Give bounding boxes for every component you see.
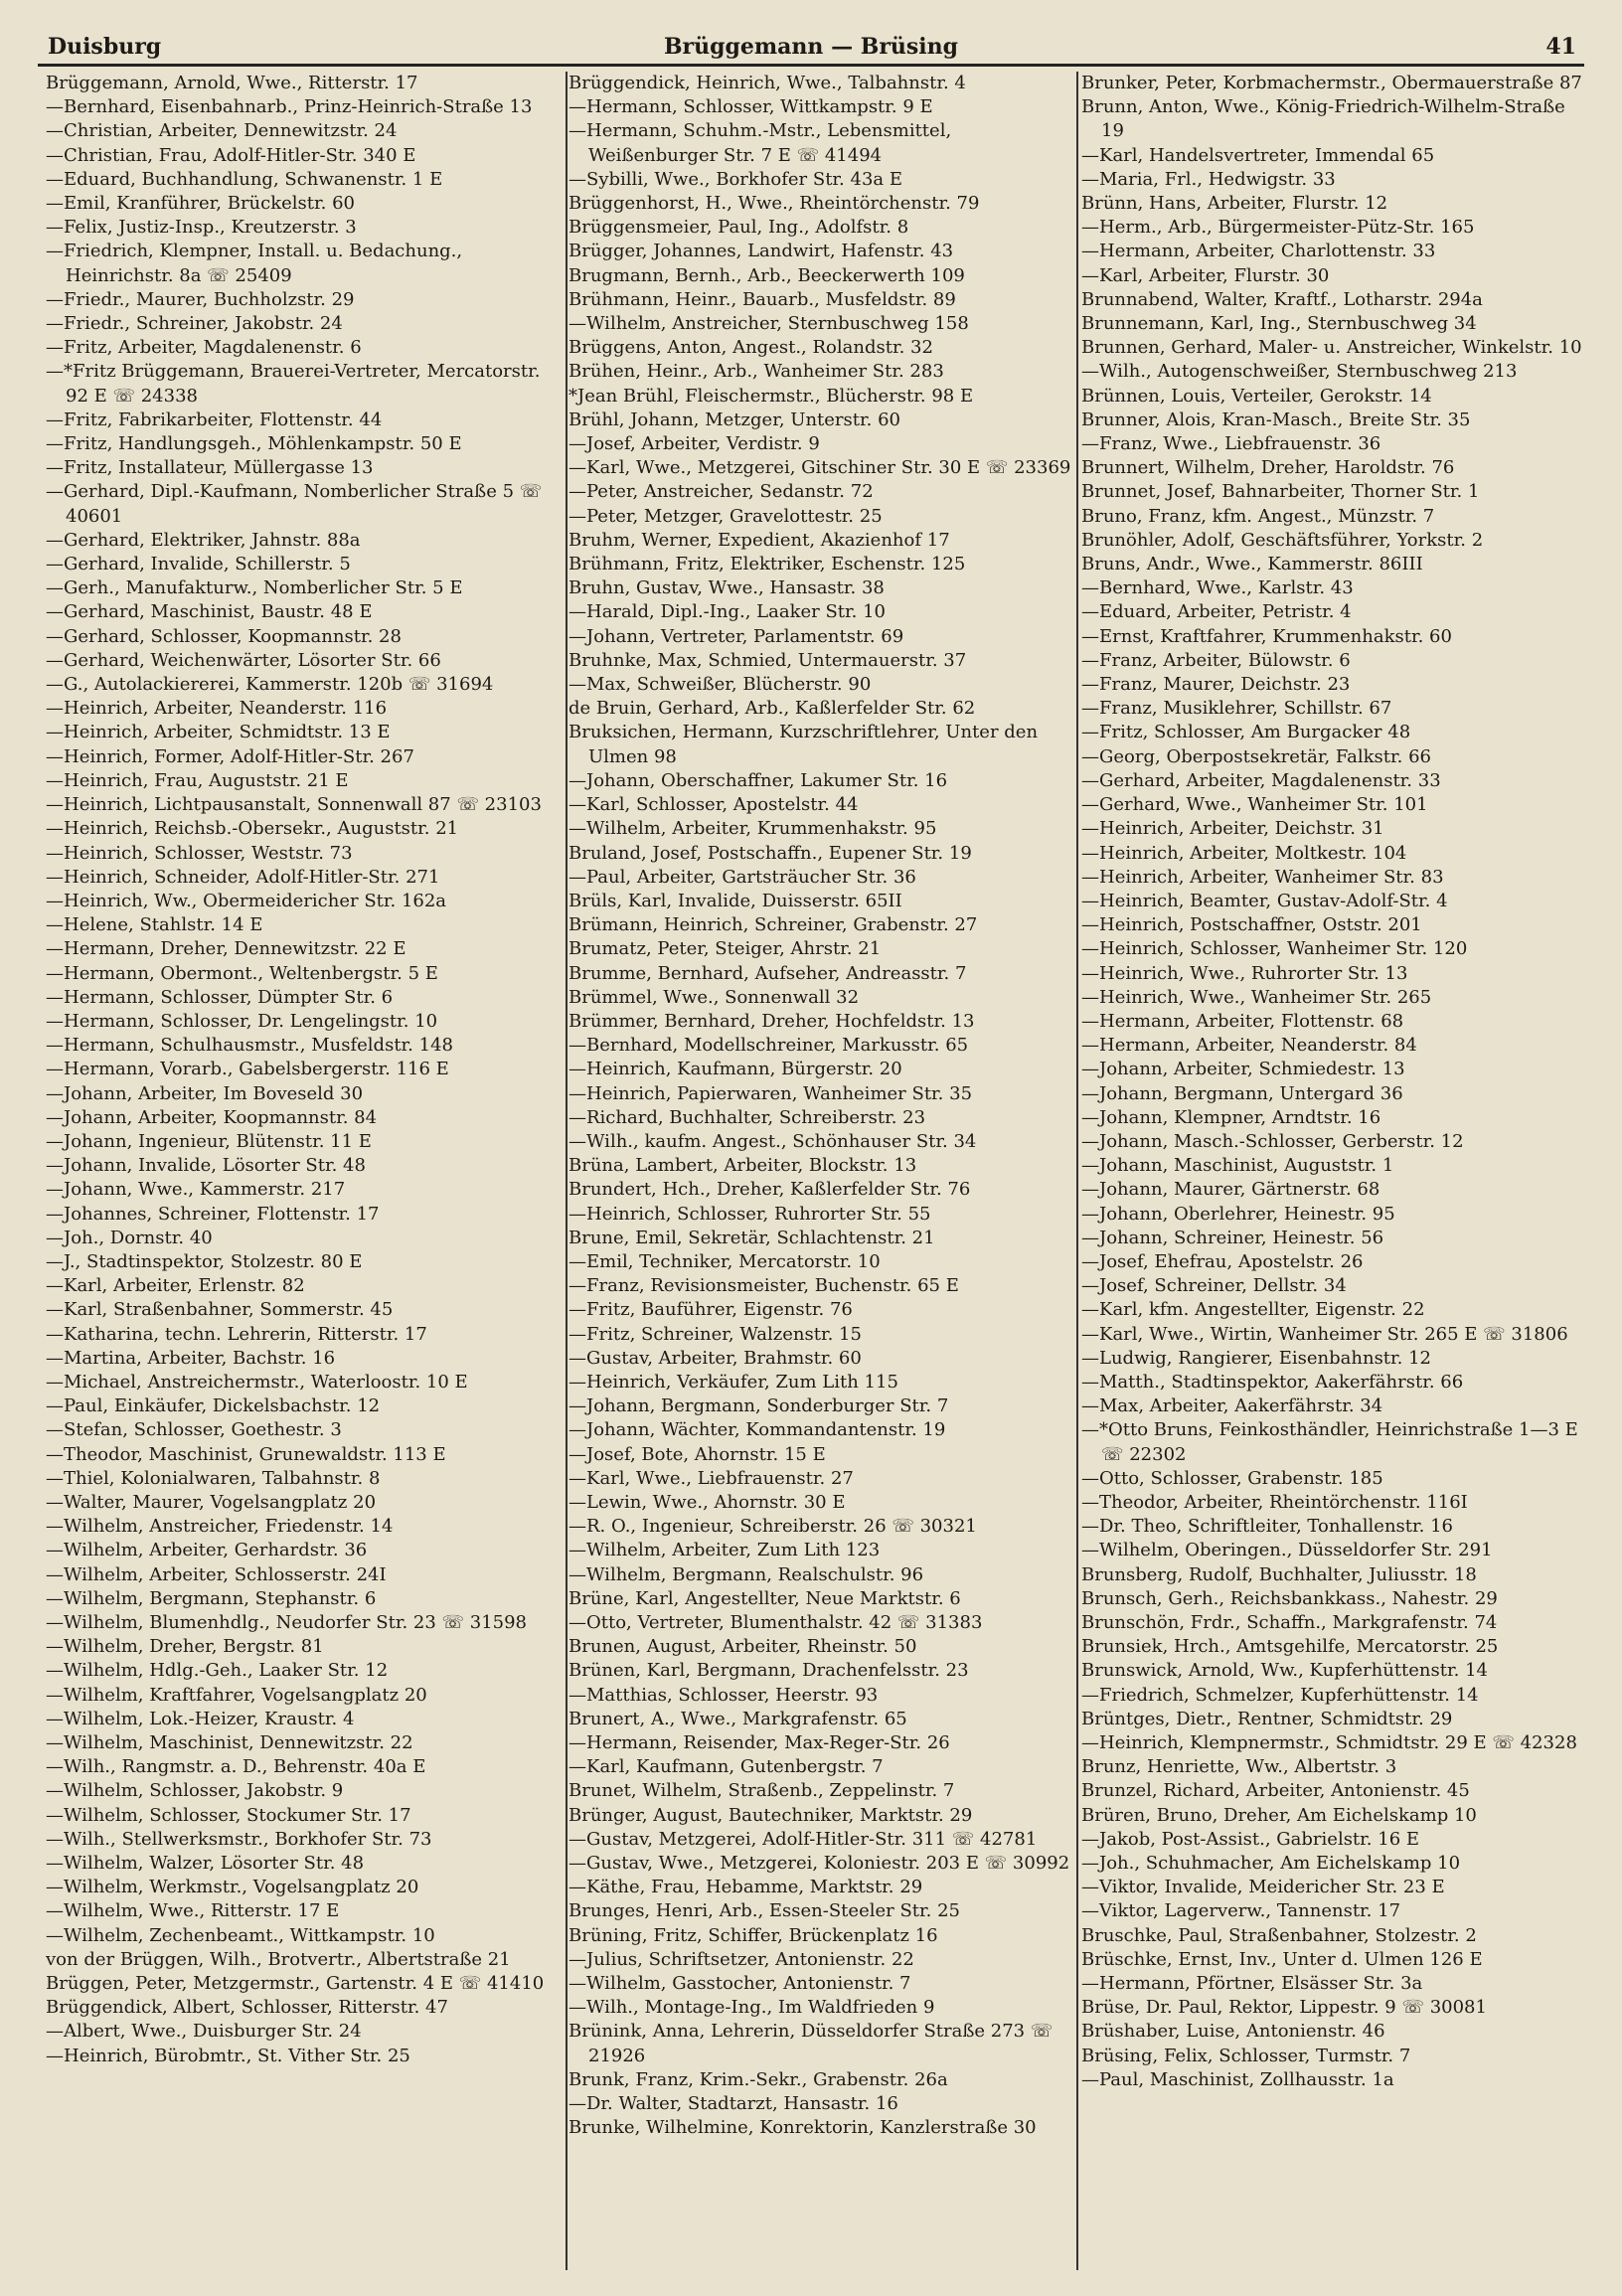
directory-entry: —Christian, Frau, Adolf-Hitler-Str. 340 E <box>46 144 416 166</box>
directory-entry: Brüggenhorst, H., Wwe., Rheintörchenstr. 79 <box>568 193 980 215</box>
directory-entry: —J., Stadtinspektor, Stolzestr. 80 E <box>46 1250 363 1272</box>
directory-entry: Brügger, Johannes, Landwirt, Hafenstr. 43 <box>568 241 954 262</box>
directory-entry: Brunnemann, Karl, Ing., Sternbuschweg 34 <box>1081 313 1477 335</box>
directory-entry: —Karl, Arbeiter, Erlenstr. 82 <box>46 1275 305 1297</box>
directory-entry: Brünink, Anna, Lehrerin, Düsseldorfer Straße 273 ☏ 21926 <box>568 2021 1054 2066</box>
directory-entry: —Fritz, Installateur, Müllergasse 13 <box>46 457 374 479</box>
directory-entry: —Johann, Wwe., Kammerstr. 217 <box>46 1179 346 1201</box>
directory-entry: —Matthias, Schlosser, Heerstr. 93 <box>568 1684 879 1706</box>
directory-entry: —Wilhelm, Zechenbeamt., Wittkampstr. 10 <box>46 1924 435 1946</box>
directory-entry: —Johann, Bergmann, Untergard 36 <box>1081 1082 1403 1104</box>
directory-entry: —Wilhelm, Arbeiter, Schlosserstr. 24I <box>46 1563 387 1585</box>
directory-entry: —Johann, Maschinist, Auguststr. 1 <box>1081 1155 1394 1177</box>
directory-entry: —Julius, Schriftsetzer, Antonienstr. 22 <box>568 1948 914 1970</box>
directory-entry: —G., Autolackiererei, Kammerstr. 120b ☏ 31694 <box>46 674 494 696</box>
directory-entry: Brühen, Heinr., Arb., Wanheimer Str. 283 <box>568 361 944 383</box>
directory-entry: —Karl, Wwe., Metzgerei, Gitschiner Str. 30 E ☏ 23369 <box>568 457 1071 479</box>
directory-entry: Brunnert, Wilhelm, Dreher, Haroldstr. 76 <box>1081 457 1455 479</box>
column-3 <box>1081 72 1588 2278</box>
directory-entry: Brüntges, Dietr., Rentner, Schmidtstr. 29 <box>1081 1708 1453 1729</box>
directory-entry: —Lewin, Wwe., Ahornstr. 30 E <box>568 1491 846 1513</box>
directory-entry: Brunswick, Arnold, Ww., Kupferhüttenstr. 14 <box>1081 1660 1488 1682</box>
directory-entry: —Theodor, Maschinist, Grunewaldstr. 113 E <box>46 1443 446 1465</box>
directory-entry: —Gustav, Metzgerei, Adolf-Hitler-Str. 311 ☏ 42781 <box>568 1828 1038 1850</box>
directory-entry: Brüls, Karl, Invalide, Duisserstr. 65II <box>568 890 902 911</box>
directory-entry: —Franz, Revisionsmeister, Buchenstr. 65 E <box>568 1275 959 1297</box>
directory-entry: Brüna, Lambert, Arbeiter, Blockstr. 13 <box>568 1155 917 1177</box>
directory-entry: Brümmer, Bernhard, Dreher, Hochfeldstr. 13 <box>568 1010 975 1032</box>
directory-entry: Bruns, Andr., Wwe., Kammerstr. 86III <box>1081 554 1423 575</box>
directory-entry: —Johann, Wächter, Kommandantenstr. 19 <box>568 1419 946 1441</box>
directory-entry: —Harald, Dipl.-Ing., Laaker Str. 10 <box>568 601 886 623</box>
directory-entry: —Gerhard, Dipl.-Kaufmann, Nomberlicher Straße 5 ☏ 40601 <box>46 481 543 527</box>
directory-entry: —Christian, Arbeiter, Dennewitzstr. 24 <box>46 120 398 142</box>
directory-entry: —Wilhelm, Lok.-Heizer, Kraustr. 4 <box>46 1708 355 1729</box>
directory-entry: —Paul, Arbeiter, Gartsträucher Str. 36 <box>568 866 916 888</box>
directory-entry: Brüschke, Ernst, Inv., Unter d. Ulmen 126 E <box>1081 1948 1483 1970</box>
directory-entry: Brunet, Wilhelm, Straßenb., Zeppelinstr. 7 <box>568 1780 955 1802</box>
directory-entry: —Wilhelm, Bergmann, Stephanstr. 6 <box>46 1587 377 1609</box>
directory-entry: —Josef, Schreiner, Dellstr. 34 <box>1081 1275 1347 1297</box>
directory-entry: —Wilhelm, Maschinist, Dennewitzstr. 22 <box>46 1732 413 1754</box>
directory-entry: —Bernhard, Eisenbahnarb., Prinz-Heinrich-Straße 13 <box>46 96 533 118</box>
directory-entry: Brünen, Karl, Bergmann, Drachenfelsstr. 23 <box>568 1660 969 1682</box>
directory-entry: —Wilhelm, Anstreicher, Sternbuschweg 158 <box>568 313 969 335</box>
directory-entry: —Hermann, Schulhausmstr., Musfeldstr. 148 <box>46 1035 453 1057</box>
directory-entry: —Gerhard, Elektriker, Jahnstr. 88a <box>46 529 361 551</box>
directory-entry: —Gerhard, Maschinist, Baustr. 48 E <box>46 601 373 623</box>
directory-entry: Brunges, Henri, Arb., Essen-Steeler Str. 25 <box>568 1900 960 1922</box>
directory-entry: Bruhn, Gustav, Wwe., Hansastr. 38 <box>568 577 885 599</box>
directory-entry: —Wilh., kaufm. Angest., Schönhauser Str. 34 <box>568 1130 977 1152</box>
directory-entry: —Wilh., Stellwerksmstr., Borkhofer Str. 73 <box>46 1828 432 1850</box>
page-header <box>38 30 1584 67</box>
directory-entry: —Fritz, Arbeiter, Magdalenenstr. 6 <box>46 337 362 359</box>
directory-entry: —Hermann, Arbeiter, Neanderstr. 84 <box>1081 1035 1417 1057</box>
directory-entry: —Heinrich, Schlosser, Ruhrorter Str. 55 <box>568 1203 931 1225</box>
directory-entry: —Eduard, Arbeiter, Petristr. 4 <box>1081 601 1352 623</box>
directory-entry: Brunker, Peter, Korbmachermstr., Obermauerstraße 87 <box>1081 73 1582 93</box>
directory-entry: —Georg, Oberpostsekretär, Falkstr. 66 <box>1081 745 1432 767</box>
directory-entry: —Wilhelm, Walzer, Lösorter Str. 48 <box>46 1853 365 1875</box>
directory-entry: —Friedrich, Schmelzer, Kupferhüttenstr. 14 <box>1081 1684 1479 1706</box>
directory-entry: Bruschke, Paul, Straßenbahner, Stolzestr. 2 <box>1081 1924 1477 1946</box>
directory-entry: Brunschön, Frdr., Schaffn., Markgrafenstr. 74 <box>1081 1612 1498 1633</box>
directory-entry: —Johann, Invalide, Lösorter Str. 48 <box>46 1155 366 1177</box>
directory-entry: —Wilhelm, Wwe., Ritterstr. 17 E <box>46 1900 340 1922</box>
directory-entry: —Johannes, Schreiner, Flottenstr. 17 <box>46 1203 380 1225</box>
directory-entry: —Ernst, Kraftfahrer, Krummenhakstr. 60 <box>1081 625 1452 647</box>
directory-entry: Brunöhler, Adolf, Geschäftsführer, Yorkstr. 2 <box>1081 529 1484 551</box>
directory-entry: —Michael, Anstreichermstr., Waterloostr. 10 E <box>46 1371 468 1393</box>
directory-entry: Brüsing, Felix, Schlosser, Turmstr. 7 <box>1081 2045 1411 2066</box>
directory-entry: —Hermann, Schlosser, Dr. Lengelingstr. 10 <box>46 1010 438 1032</box>
directory-entry: *Jean Brühl, Fleischermstr., Blücherstr. 98 E <box>568 385 974 407</box>
directory-entry: —Wilhelm, Kraftfahrer, Vogelsangplatz 20 <box>46 1684 427 1706</box>
directory-entry: —Albert, Wwe., Duisburger Str. 24 <box>46 2021 362 2043</box>
directory-entry: —Heinrich, Kaufmann, Bürgerstr. 20 <box>568 1059 902 1080</box>
directory-entry: —Karl, Wwe., Wirtin, Wanheimer Str. 265 E ☏ 31806 <box>1081 1323 1568 1345</box>
directory-entry: —Sybilli, Wwe., Borkhofer Str. 43a E <box>568 168 902 190</box>
directory-entry: —Gerhard, Wwe., Wanheimer Str. 101 <box>1081 794 1428 816</box>
directory-entry: —Walter, Maurer, Vogelsangplatz 20 <box>46 1491 377 1513</box>
directory-entry: —Paul, Maschinist, Zollhausstr. 1a <box>1081 2068 1394 2090</box>
directory-entry: —Heinrich, Klempnermstr., Schmidtstr. 29 E ☏ 42328 <box>1081 1732 1577 1754</box>
directory-entry: —Heinrich, Ww., Obermeidericher Str. 162a <box>46 890 447 911</box>
directory-entry: —Otto, Schlosser, Grabenstr. 185 <box>1081 1467 1383 1489</box>
directory-entry: Brüggens, Anton, Angest., Rolandstr. 32 <box>568 337 933 359</box>
directory-entry: —Emil, Techniker, Mercatorstr. 10 <box>568 1250 881 1272</box>
directory-entry: —Gustav, Arbeiter, Brahmstr. 60 <box>568 1347 862 1369</box>
directory-entry: —Hermann, Dreher, Dennewitzstr. 22 E <box>46 938 406 960</box>
directory-entry: —Franz, Maurer, Deichstr. 23 <box>1081 674 1351 696</box>
directory-entry: —Fritz, Bauführer, Eigenstr. 76 <box>568 1299 853 1321</box>
directory-entry: —Hermann, Schuhm.-Mstr., Lebensmittel, Weißenburger Str. 7 E ☏ 41494 <box>568 120 952 166</box>
directory-entry: Brumme, Bernhard, Aufseher, Andreasstr. 7 <box>568 962 967 984</box>
directory-entry: —Josef, Ehefrau, Apostelstr. 26 <box>1081 1250 1364 1272</box>
directory-entry: —Wilhelm, Hdlg.-Geh., Laaker Str. 12 <box>46 1660 389 1682</box>
directory-entry: —Heinrich, Reichsb.-Obersekr., Auguststr. 21 <box>46 818 459 840</box>
directory-entry: —Hermann, Schlosser, Dümpter Str. 6 <box>46 986 394 1008</box>
directory-entry: Brüggemann, Arnold, Wwe., Ritterstr. 17 <box>46 73 418 93</box>
directory-entry: —Wilhelm, Schlosser, Jakobstr. 9 <box>46 1780 344 1802</box>
directory-entry: Brunsiek, Hrch., Amtsgehilfe, Mercatorstr. 25 <box>1081 1636 1499 1658</box>
directory-entry: Brunsberg, Rudolf, Buchhalter, Juliusstr. 18 <box>1081 1563 1477 1585</box>
directory-entry: Brune, Emil, Sekretär, Schlachtenstr. 21 <box>568 1227 935 1248</box>
directory-entry: —Johann, Klempner, Arndtstr. 16 <box>1081 1106 1381 1128</box>
directory-entry: Brüse, Dr. Paul, Rektor, Lippestr. 9 ☏ 30081 <box>1081 1997 1487 2019</box>
directory-entry: —*Otto Bruns, Feinkosthändler, Heinrichstraße 1—3 E ☏ 22302 <box>1081 1419 1578 1465</box>
directory-entry: —Wilhelm, Oberingen., Düsseldorfer Str. 291 <box>1081 1540 1493 1561</box>
directory-entry: —Johann, Arbeiter, Schmiedestr. 13 <box>1081 1059 1405 1080</box>
directory-entry: Brüning, Fritz, Schiffer, Brückenplatz 16 <box>568 1924 938 1946</box>
directory-entry: —Bernhard, Modellschreiner, Markusstr. 65 <box>568 1035 969 1057</box>
directory-entry: —Josef, Bote, Ahornstr. 15 E <box>568 1443 826 1465</box>
directory-entry: —Gustav, Wwe., Metzgerei, Koloniestr. 203 E ☏ 30992 <box>568 1853 1070 1875</box>
directory-entry: —Heinrich, Schlosser, Weststr. 73 <box>46 842 353 864</box>
directory-entry: Brühmann, Heinr., Bauarb., Musfeldstr. 89 <box>568 288 956 310</box>
directory-entry: —Fritz, Schreiner, Walzenstr. 15 <box>568 1323 862 1345</box>
directory-entry: —Heinrich, Arbeiter, Neanderstr. 116 <box>46 698 388 720</box>
directory-entry: Brunner, Alois, Kran-Masch., Breite Str. 35 <box>1081 409 1471 430</box>
directory-entry: —Viktor, Lagerverw., Tannenstr. 17 <box>1081 1900 1401 1922</box>
directory-entry: —Dr. Walter, Stadtarzt, Hansastr. 16 <box>568 2093 898 2115</box>
directory-entry: —Katharina, techn. Lehrerin, Ritterstr. 17 <box>46 1323 427 1345</box>
directory-entry: —Jakob, Post-Assist., Gabrielstr. 16 E <box>1081 1828 1420 1850</box>
directory-entry: —Thiel, Kolonialwaren, Talbahnstr. 8 <box>46 1467 381 1489</box>
directory-entry: —Heinrich, Wwe., Ruhrorter Str. 13 <box>1081 962 1408 984</box>
directory-entry: —Max, Arbeiter, Aakerfährstr. 34 <box>1081 1395 1383 1417</box>
page-number: 41 <box>1545 34 1576 60</box>
directory-entry: —Heinrich, Schneider, Adolf-Hitler-Str. 271 <box>46 866 440 888</box>
directory-entry: Brüshaber, Luise, Antonienstr. 46 <box>1081 2021 1385 2043</box>
directory-entry: —Heinrich, Verkäufer, Zum Lith 115 <box>568 1371 898 1393</box>
directory-entry: —Wilhelm, Schlosser, Stockumer Str. 17 <box>46 1804 411 1826</box>
directory-entry: —*Fritz Brüggemann, Brauerei-Vertreter, Mercatorstr. 92 E ☏ 24338 <box>46 361 541 407</box>
directory-entry: Bruksichen, Hermann, Kurzschriftlehrer, Unter den Ulmen 98 <box>568 722 1039 767</box>
directory-entry: —Heinrich, Beamter, Gustav-Adolf-Str. 4 <box>1081 890 1448 911</box>
column-2 <box>568 72 1081 2278</box>
directory-entry: —Friedr., Schreiner, Jakobstr. 24 <box>46 313 343 335</box>
directory-entry: —Emil, Kranführer, Brückelstr. 60 <box>46 193 355 215</box>
directory-entry: —Gerhard, Invalide, Schillerstr. 5 <box>46 554 351 575</box>
directory-entry: Brunen, August, Arbeiter, Rheinstr. 50 <box>568 1636 917 1658</box>
directory-entry: —Johann, Oberlehrer, Heinestr. 95 <box>1081 1203 1395 1225</box>
directory-entry: —Fritz, Handlungsgeh., Möhlenkampstr. 50 E <box>46 433 462 455</box>
directory-entry: Brüggensmeier, Paul, Ing., Adolfstr. 8 <box>568 217 909 239</box>
directory-entry: —Ludwig, Rangierer, Eisenbahnstr. 12 <box>1081 1347 1432 1369</box>
directory-entry: —Heinrich, Wwe., Wanheimer Str. 265 <box>1081 986 1432 1008</box>
directory-entry: Brunk, Franz, Krim.-Sekr., Grabenstr. 26a <box>568 2068 948 2090</box>
directory-entry: —Heinrich, Arbeiter, Moltkestr. 104 <box>1081 842 1407 864</box>
directory-entry: —Fritz, Fabrikarbeiter, Flottenstr. 44 <box>46 409 383 430</box>
directory-entry: —Heinrich, Frau, Auguststr. 21 E <box>46 769 349 791</box>
directory-entry: Brunn, Anton, Wwe., König-Friedrich-Wilhelm-Straße 19 <box>1081 96 1565 142</box>
directory-entry: —Wilhelm, Bergmann, Realschulstr. 96 <box>568 1563 924 1585</box>
directory-entry: Bruland, Josef, Postschaffn., Eupener Str. 19 <box>568 842 972 864</box>
directory-entry: Brunert, A., Wwe., Markgrafenstr. 65 <box>568 1708 907 1729</box>
directory-entry: —Karl, Handelsvertreter, Immendal 65 <box>1081 144 1435 166</box>
directory-entry: —Fritz, Schlosser, Am Burgacker 48 <box>1081 722 1411 743</box>
directory-entry: —Johann, Masch.-Schlosser, Gerberstr. 12 <box>1081 1130 1464 1152</box>
directory-entry: —Heinrich, Arbeiter, Wanheimer Str. 83 <box>1081 866 1444 888</box>
directory-entry: von der Brüggen, Wilh., Brotvertr., Albertstraße 21 <box>46 1948 511 1970</box>
header-city: Duisburg <box>48 34 162 60</box>
directory-entry: de Bruin, Gerhard, Arb., Kaßlerfelder Str. 62 <box>568 698 976 720</box>
directory-entry: —Wilhelm, Arbeiter, Gerhardstr. 36 <box>46 1540 368 1561</box>
directory-entry: —Heinrich, Postschaffner, Oststr. 201 <box>1081 914 1422 936</box>
directory-entry: —Käthe, Frau, Hebamme, Marktstr. 29 <box>568 1877 923 1898</box>
directory-entry: —R. O., Ingenieur, Schreiberstr. 26 ☏ 30321 <box>568 1516 977 1538</box>
directory-entry: —Gerhard, Arbeiter, Magdalenenstr. 33 <box>1081 769 1441 791</box>
directory-entry: Brunz, Henriette, Ww., Albertstr. 3 <box>1081 1756 1397 1778</box>
directory-entry: Brümann, Heinrich, Schreiner, Grabenstr. 27 <box>568 914 978 936</box>
directory-entry: Brüggendick, Heinrich, Wwe., Talbahnstr. 4 <box>568 73 966 93</box>
directory-entry: —Joh., Dornstr. 40 <box>46 1227 213 1248</box>
directory-entry: —Johann, Arbeiter, Koopmannstr. 84 <box>46 1106 378 1128</box>
directory-entry: —Herm., Arb., Bürgermeister-Pütz-Str. 165 <box>1081 217 1475 239</box>
directory-entry: —Franz, Musiklehrer, Schillstr. 67 <box>1081 698 1392 720</box>
directory-entry: Brunnen, Gerhard, Maler- u. Anstreicher, Winkelstr. 10 <box>1081 337 1582 359</box>
directory-entry: —Friedrich, Klempner, Install. u. Bedachung., Heinrichstr. 8a ☏ 25409 <box>46 241 463 286</box>
directory-entry: —Heinrich, Arbeiter, Schmidtstr. 13 E <box>46 722 391 743</box>
directory-entry: —Theodor, Arbeiter, Rheintörchenstr. 116I <box>1081 1491 1468 1513</box>
directory-entry: —Wilh., Montage-Ing., Im Waldfrieden 9 <box>568 1997 935 2019</box>
directory-entry: —Karl, Schlosser, Apostelstr. 44 <box>568 794 859 816</box>
directory-entry: Brühmann, Fritz, Elektriker, Eschenstr. 125 <box>568 554 966 575</box>
directory-entry: Brunke, Wilhelmine, Konrektorin, Kanzlerstraße 30 <box>568 2117 1037 2139</box>
directory-entry: —Otto, Vertreter, Blumenthalstr. 42 ☏ 31383 <box>568 1612 983 1633</box>
directory-entry: Brüggendick, Albert, Schlosser, Ritterstr. 47 <box>46 1997 448 2019</box>
directory-entry: Brunsch, Gerh., Reichsbankkass., Nahestr. 29 <box>1081 1587 1498 1609</box>
directory-entry: Bruno, Franz, kfm. Angest., Münzstr. 7 <box>1081 505 1435 527</box>
directory-entry: —Hermann, Arbeiter, Charlottenstr. 33 <box>1081 241 1436 262</box>
directory-entry: Brühl, Johann, Metzger, Unterstr. 60 <box>568 409 900 430</box>
directory-entry: —Helene, Stahlstr. 14 E <box>46 914 263 936</box>
column-divider <box>566 72 568 2270</box>
directory-entry: —Karl, kfm. Angestellter, Eigenstr. 22 <box>1081 1299 1425 1321</box>
directory-entry: Brunzel, Richard, Arbeiter, Antonienstr. 45 <box>1081 1780 1470 1802</box>
directory-entry: —Heinrich, Papierwaren, Wanheimer Str. 35 <box>568 1082 973 1104</box>
directory-entry: Brümmel, Wwe., Sonnenwall 32 <box>568 986 860 1008</box>
directory-entry: Brünn, Hans, Arbeiter, Flurstr. 12 <box>1081 193 1388 215</box>
directory-entry: —Wilhelm, Arbeiter, Krummenhakstr. 95 <box>568 818 937 840</box>
directory-entry: Brugmann, Bernh., Arb., Beeckerwerth 109 <box>568 264 965 286</box>
directory-entry: —Johann, Vertreter, Parlamentstr. 69 <box>568 625 904 647</box>
header-name-range: Brüggemann — Brüsing <box>663 34 959 60</box>
directory-entry: —Johann, Oberschaffner, Lakumer Str. 16 <box>568 769 948 791</box>
directory-entry: Brumatz, Peter, Steiger, Ahrstr. 21 <box>568 938 882 960</box>
directory-entry: —Martina, Arbeiter, Bachstr. 16 <box>46 1347 336 1369</box>
directory-entry: —Karl, Straßenbahner, Sommerstr. 45 <box>46 1299 394 1321</box>
directory-entry: —Johann, Schreiner, Heinestr. 56 <box>1081 1227 1384 1248</box>
directory-entry: —Johann, Arbeiter, Im Boveseld 30 <box>46 1082 364 1104</box>
directory-entry: Bruhnke, Max, Schmied, Untermauerstr. 37 <box>568 649 967 671</box>
directory-entry: —Hermann, Schlosser, Wittkampstr. 9 E <box>568 96 933 118</box>
directory-entry: —Franz, Wwe., Liebfrauenstr. 36 <box>1081 433 1381 455</box>
directory-entry: —Johann, Ingenieur, Blütenstr. 11 E <box>46 1130 372 1152</box>
directory-entry: —Hermann, Arbeiter, Flottenstr. 68 <box>1081 1010 1404 1032</box>
directory-entry: —Eduard, Buchhandlung, Schwanenstr. 1 E <box>46 168 443 190</box>
directory-entry: —Stefan, Schlosser, Goethestr. 3 <box>46 1419 342 1441</box>
directory-entry: —Wilhelm, Blumenhdlg., Neudorfer Str. 23 ☏ 31598 <box>46 1612 528 1633</box>
directory-entry: —Karl, Arbeiter, Flurstr. 30 <box>1081 264 1330 286</box>
directory-entry: —Richard, Buchhalter, Schreiberstr. 23 <box>568 1106 926 1128</box>
directory-entry: Brunnet, Josef, Bahnarbeiter, Thorner Str. 1 <box>1081 481 1480 503</box>
directory-entry: —Heinrich, Schlosser, Wanheimer Str. 120 <box>1081 938 1468 960</box>
directory-entry: Brünger, August, Bautechniker, Marktstr. 29 <box>568 1804 973 1826</box>
directory-entry: —Peter, Anstreicher, Sedanstr. 72 <box>568 481 874 503</box>
directory-entry: —Wilh., Autogenschweißer, Sternbuschweg 213 <box>1081 361 1518 383</box>
directory-entry: —Wilhelm, Gasstocher, Antonienstr. 7 <box>568 1973 911 1995</box>
column-1 <box>46 72 563 2278</box>
directory-entry: Bruhm, Werner, Expedient, Akazienhof 17 <box>568 529 950 551</box>
directory-entry: —Felix, Justiz-Insp., Kreutzerstr. 3 <box>46 217 357 239</box>
directory-entry: —Dr. Theo, Schriftleiter, Tonhallenstr. 16 <box>1081 1516 1453 1538</box>
directory-entry: —Maria, Frl., Hedwigstr. 33 <box>1081 168 1336 190</box>
directory-entry: —Peter, Metzger, Gravelottestr. 25 <box>568 505 883 527</box>
directory-entry: Brundert, Hch., Dreher, Kaßlerfelder Str. 76 <box>568 1179 971 1201</box>
directory-entry: —Heinrich, Lichtpausanstalt, Sonnenwall 87 ☏ 23103 <box>46 794 542 816</box>
directory-entry: —Wilhelm, Dreher, Bergstr. 81 <box>46 1636 324 1658</box>
directory-entry: —Franz, Arbeiter, Bülowstr. 6 <box>1081 649 1351 671</box>
directory-entry: —Joh., Schuhmacher, Am Eichelskamp 10 <box>1081 1853 1461 1875</box>
directory-entry: —Wilhelm, Arbeiter, Zum Lith 123 <box>568 1540 881 1561</box>
directory-entry: —Hermann, Obermont., Weltenbergstr. 5 E <box>46 962 438 984</box>
directory-entry: —Johann, Bergmann, Sonderburger Str. 7 <box>568 1395 949 1417</box>
directory-entry: Brüggen, Peter, Metzgermstr., Gartenstr. 4 E ☏ 41410 <box>46 1973 545 1995</box>
directory-entry: —Wilh., Rangmstr. a. D., Behrenstr. 40a E <box>46 1756 426 1778</box>
directory-entry: —Matth., Stadtinspektor, Aakerfährstr. 66 <box>1081 1371 1464 1393</box>
directory-entry: —Max, Schweißer, Blücherstr. 90 <box>568 674 872 696</box>
directory-entry: —Paul, Einkäufer, Dickelsbachstr. 12 <box>46 1395 381 1417</box>
directory-entry: —Karl, Wwe., Liebfrauenstr. 27 <box>568 1467 854 1489</box>
directory-entry: —Wilhelm, Werkmstr., Vogelsangplatz 20 <box>46 1877 419 1898</box>
directory-entry: —Gerhard, Weichenwärter, Lösorter Str. 66 <box>46 649 441 671</box>
directory-entry: —Hermann, Reisender, Max-Reger-Str. 26 <box>568 1732 950 1754</box>
directory-entry: Brunnabend, Walter, Kraftf., Lotharstr. 294a <box>1081 288 1483 310</box>
directory-entry: —Gerh., Manufakturw., Nomberlicher Str. 5 E <box>46 577 463 599</box>
directory-entry: Brüne, Karl, Angestellter, Neue Marktstr. 6 <box>568 1587 961 1609</box>
directory-entry: —Friedr., Maurer, Buchholzstr. 29 <box>46 288 355 310</box>
directory-entry: Brüren, Bruno, Dreher, Am Eichelskamp 10 <box>1081 1804 1477 1826</box>
column-divider <box>1076 72 1078 2270</box>
directory-entry: —Hermann, Vorarb., Gabelsbergerstr. 116 E <box>46 1059 449 1080</box>
directory-entry: —Heinrich, Arbeiter, Deichstr. 31 <box>1081 818 1384 840</box>
directory-entry: —Heinrich, Bürobmtr., St. Vither Str. 25 <box>46 2045 410 2066</box>
directory-entry: —Wilhelm, Anstreicher, Friedenstr. 14 <box>46 1516 394 1538</box>
directory-entry: —Karl, Kaufmann, Gutenbergstr. 7 <box>568 1756 884 1778</box>
directory-entry: —Josef, Arbeiter, Verdistr. 9 <box>568 433 820 455</box>
directory-entry: —Heinrich, Former, Adolf-Hitler-Str. 267 <box>46 745 414 767</box>
directory-entry: —Bernhard, Wwe., Karlstr. 43 <box>1081 577 1354 599</box>
directory-entry: Brünnen, Louis, Verteiler, Gerokstr. 14 <box>1081 385 1432 407</box>
directory-entry: —Hermann, Pförtner, Elsässer Str. 3a <box>1081 1973 1423 1995</box>
directory-entry: —Viktor, Invalide, Meidericher Str. 23 E <box>1081 1877 1445 1898</box>
directory-entry: —Johann, Maurer, Gärtnerstr. 68 <box>1081 1179 1380 1201</box>
directory-entry: —Gerhard, Schlosser, Koopmannstr. 28 <box>46 625 402 647</box>
